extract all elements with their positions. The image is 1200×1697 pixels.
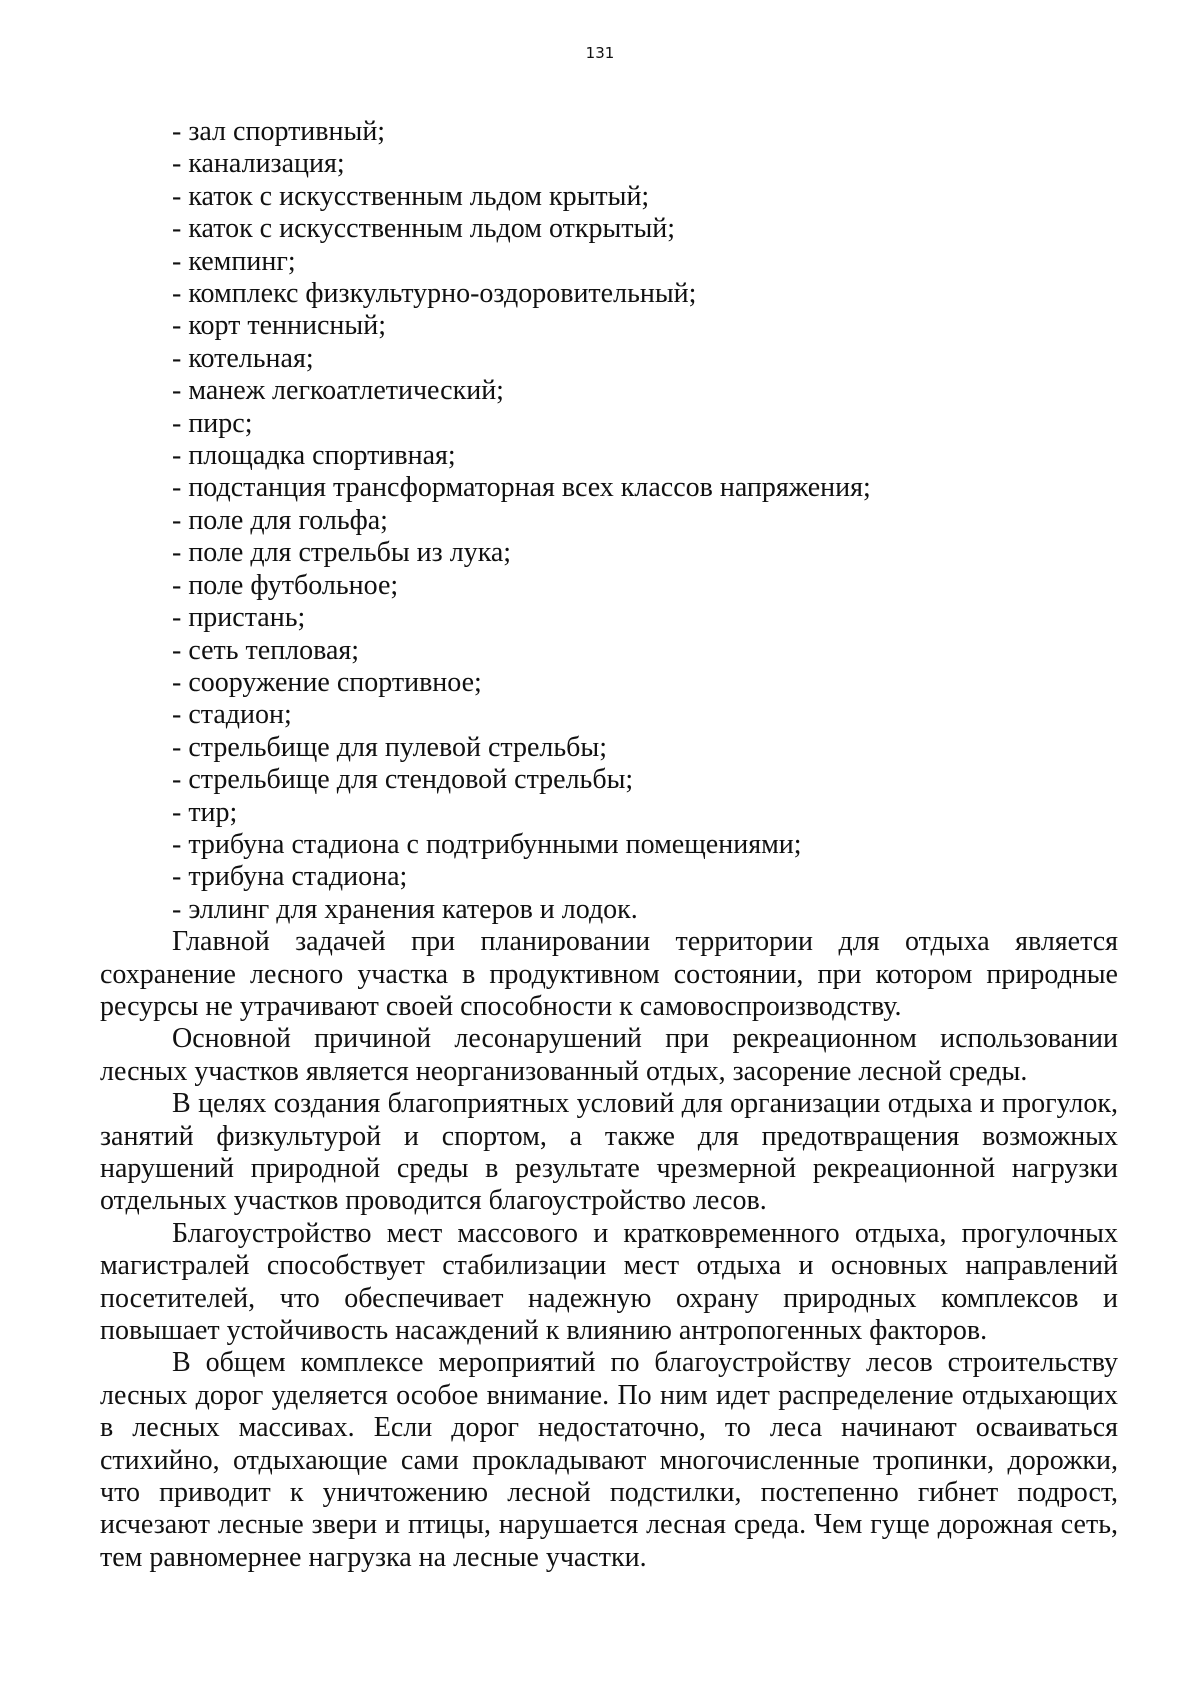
list-item: - трибуна стадиона; xyxy=(172,861,408,893)
paragraph: В целях создания благоприятных условий для организации отдыха и прогулок, занятий физкультурой и спортом, а также для предотвращения возможных нарушений природной среды в результате чрезмерной рекреационной нагрузки отдельных участков проводится благоустройство лесов. xyxy=(100,1088,1118,1217)
list-item: - каток с искусственным льдом крытый; xyxy=(172,180,650,212)
list-item: - стрельбище для пулевой стрельбы; xyxy=(172,731,607,763)
list-item: - подстанция трансформаторная всех классов напряжения; xyxy=(172,472,871,504)
list-item: - комплекс физкультурно-оздоровительный; xyxy=(172,278,697,310)
list-item: - сооружение спортивное; xyxy=(172,666,482,698)
page-number: 131 xyxy=(585,44,615,62)
list-item: - корт теннисный; xyxy=(172,310,386,342)
list-item: - поле для гольфа; xyxy=(172,504,388,536)
list-item: - трибуна стадиона с подтрибунными помещениями; xyxy=(172,828,802,860)
list-item: - канализация; xyxy=(172,148,345,180)
list-item: - поле для стрельбы из лука; xyxy=(172,537,512,569)
list-item: - котельная; xyxy=(172,342,314,374)
list-item: - кемпинг; xyxy=(172,245,296,277)
list-item: - площадка спортивная; xyxy=(172,440,456,472)
list-item: - эллинг для хранения катеров и лодок. xyxy=(172,893,638,925)
paragraph: Благоустройство мест массового и кратковременного отдыха, прогулочных магистралей способствует стабилизации мест отдыха и основных направлений посетителей, что обеспечивает надежную охрану природных комплексов и повышает устойчивость насаждений к влиянию антропогенных факторов. xyxy=(100,1217,1118,1347)
list-item: - поле футбольное; xyxy=(172,569,399,601)
facility-list xyxy=(100,116,1118,926)
list-item: - пирс; xyxy=(172,407,253,439)
list-item: - манеж легкоатлетический; xyxy=(172,375,504,407)
list-item: - пристань; xyxy=(172,602,306,634)
list-item: - зал спортивный; xyxy=(172,116,386,147)
list-item: - стрельбище для стендовой стрельбы; xyxy=(172,764,634,796)
list-item: - стадион; xyxy=(172,699,292,731)
paragraph: Основной причиной лесонарушений при рекреационном использовании лесных участков является неорганизованный отдых, засорение лесной среды. xyxy=(100,1023,1118,1087)
paragraph: В общем комплексе мероприятий по благоустройству лесов строительству лесных дорог уделяется особое внимание. По ним идет распределение отдыхающих в лесных массивах. Если дорог недостаточно, то леса начинают осваиваться стихийно, отдыхающие сами прокладывают многочисленные тропинки, дорожки, что приводит к уничтожению лесной подстилки, постепенно гибнет подрост, исчезают лесные звери и птицы, нарушается лесная среда. Чем гуще дорожная сеть, тем равномернее нагрузка на лесные участки. xyxy=(100,1347,1118,1573)
list-item: - сеть тепловая; xyxy=(172,634,360,666)
page-body xyxy=(100,116,1118,1574)
list-item: - каток с искусственным льдом открытый; xyxy=(172,213,676,245)
list-item: - тир; xyxy=(172,796,238,828)
paragraph: Главной задачей при планировании территории для отдыха является сохранение лесного участка в продуктивном состоянии, при котором природные ресурсы не утрачивают своей способности к самовоспроизводству. xyxy=(100,926,1118,1022)
